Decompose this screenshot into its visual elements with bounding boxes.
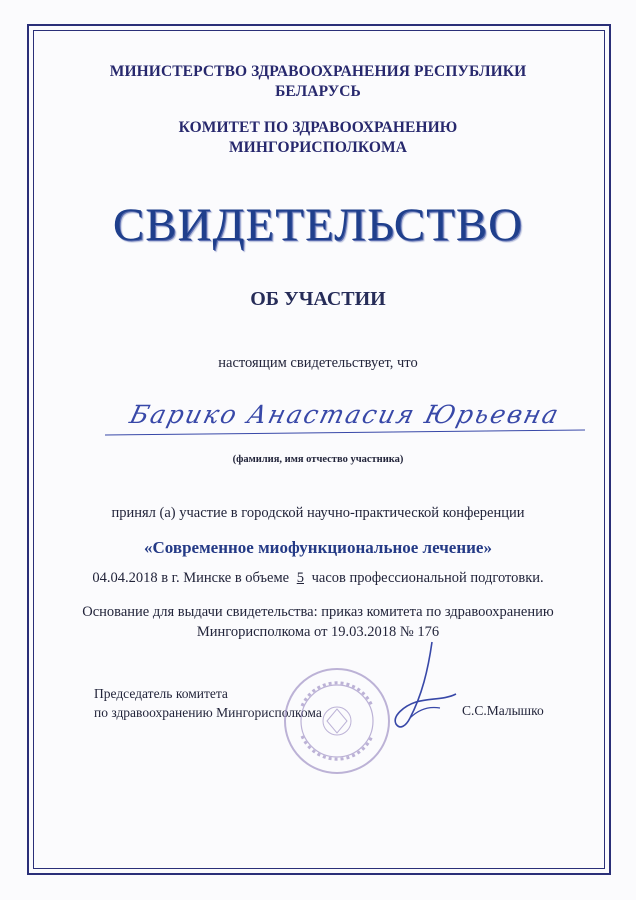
signature-icon [370, 640, 480, 750]
details-suffix: часов профессиональной подготовки. [311, 570, 544, 586]
ministry-line-2: БЕЛАРУСЬ [275, 83, 361, 100]
conference-title: «Современное миофункциональное лечение» [144, 538, 492, 557]
event-details [0, 570, 636, 587]
basis-line-2: Мингорисполкома от 19.03.2018 № 176 [196, 624, 440, 640]
details-prefix: 04.04.2018 в г. Минске в объеме [92, 570, 290, 586]
ministry-line-1: МИНИСТЕРСТВО ЗДРАВООХРАНЕНИЯ РЕСПУБЛИКИ [109, 63, 527, 80]
certificate-subtitle: ОБ УЧАСТИИ [250, 288, 386, 310]
participant-name-handwritten: Барико Анастасия Юрьевна [126, 400, 564, 429]
participation-text: принял (а) участие в городской научно-практической конференции [111, 505, 525, 521]
certifies-text: настоящим свидетельствует, что [218, 355, 418, 371]
name-caption: (фамилия, имя отчество участника) [232, 454, 404, 465]
position-line-1: Председатель комитета [94, 686, 228, 701]
basis-line-1: Основание для выдачи свидетельства: приказ комитета по здравоохранению [82, 604, 554, 620]
committee-line-1: КОМИТЕТ ПО ЗДРАВООХРАНЕНИЮ [178, 119, 458, 136]
certificate-title: СВИДЕТЕЛЬСТВО [112, 199, 524, 251]
signatory-name: С.С.Малышко [462, 703, 544, 718]
position-line-2: по здравоохранению Мингорисполкома [94, 705, 322, 720]
hours-value: 5 [296, 570, 304, 586]
committee-line-2: МИНГОРИСПОЛКОМА [228, 139, 408, 156]
